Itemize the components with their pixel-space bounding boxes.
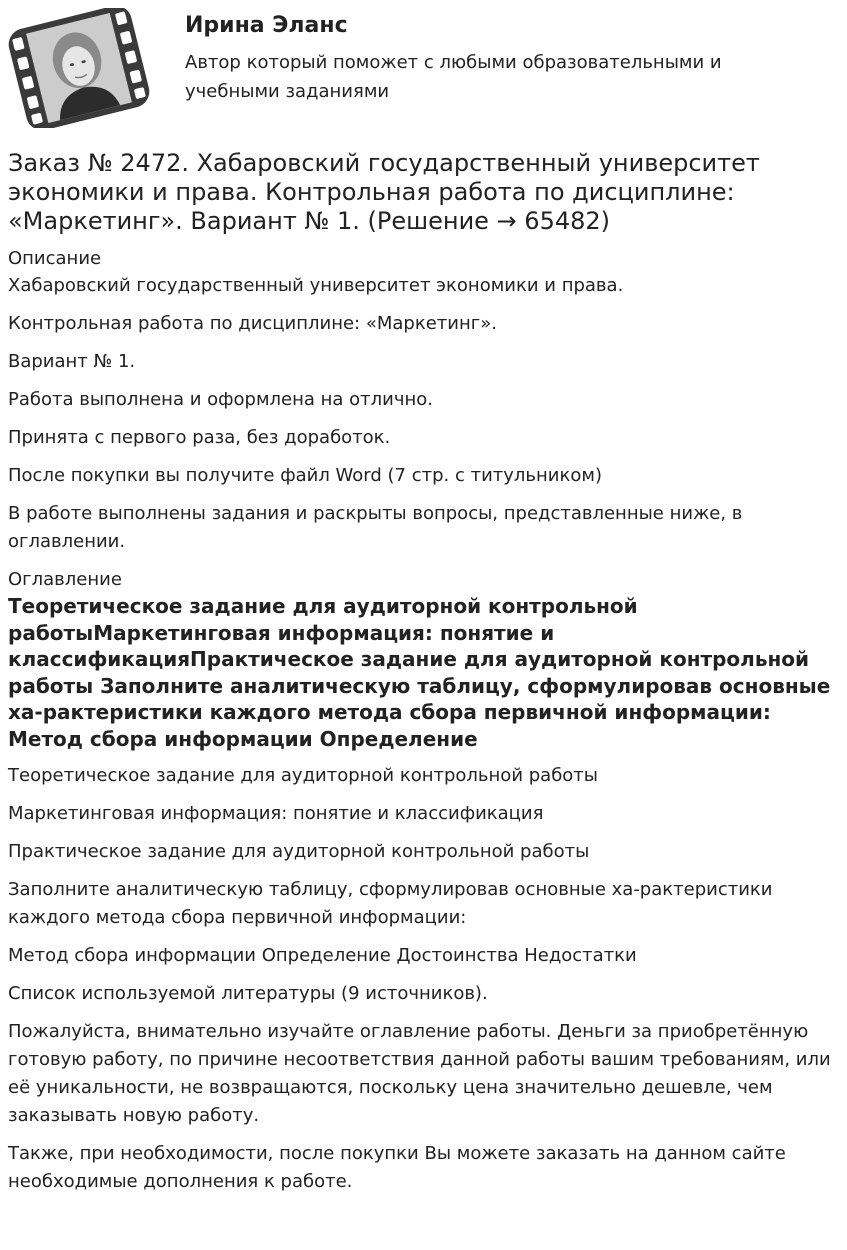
- description-paragraph: После покупки вы получите файл Word (7 стр. с титульником): [8, 465, 602, 486]
- author-description: Автор который поможет с любыми образовательными и учебными заданиями: [185, 52, 722, 102]
- toc-paragraph: Практическое задание для аудиторной контрольной работы: [8, 841, 590, 862]
- description-paragraph: Вариант № 1.: [8, 351, 136, 372]
- disclaimer-paragraph: Пожалуйста, внимательно изучайте оглавление работы. Деньги за приобретённую готовую работу, по причине несоответствия данной работы вашим требованиям, или её уникальности, не возвращаются, поскольку цена значительно дешевле, чем заказывать новую работу.: [8, 1021, 831, 1126]
- description-label: Описание: [8, 248, 102, 269]
- toc-paragraph: Теоретическое задание для аудиторной контрольной работы: [8, 765, 599, 786]
- content: [8, 245, 839, 1206]
- toc-paragraph: Метод сбора информации Определение Достоинства Недостатки: [8, 945, 637, 966]
- description-paragraph: Принята с первого раза, без доработок.: [8, 427, 391, 448]
- description-paragraph: Хабаровский государственный университет экономики и права.: [8, 275, 624, 296]
- page-title: Заказ № 2472. Хабаровский государственный университет экономики и права. Контрольная работа по дисциплине: «Маркетинг». Вариант № 1. (Решение → 65482): [8, 149, 760, 235]
- author-card: [8, 0, 839, 140]
- toc-paragraph: Заполните аналитическую таблицу, сформулировав основные ха-рактеристики каждого метода сбора первичной информации:: [8, 879, 773, 928]
- page: [8, 0, 839, 1192]
- toc-paragraph: Список используемой литературы (9 источников).: [8, 983, 488, 1004]
- author-avatar: [8, 8, 150, 128]
- toc-label: Оглавление: [8, 569, 122, 590]
- toc-paragraph: Маркетинговая информация: понятие и классификация: [8, 803, 544, 824]
- disclaimer-paragraph: Также, при необходимости, после покупки Вы можете заказать на данном сайте необходимые дополнения к работе.: [8, 1143, 786, 1192]
- description-paragraph: Контрольная работа по дисциплине: «Маркетинг».: [8, 313, 497, 334]
- description-paragraph: Работа выполнена и оформлена на отлично.: [8, 389, 434, 410]
- description-paragraph: В работе выполнены задания и раскрыты вопросы, представленные ниже, в оглавлении.: [8, 503, 743, 552]
- author-name: Ирина Эланс: [185, 13, 348, 38]
- toc-summary: Теоретическое задание для аудиторной контрольной работыМаркетинговая информация: понятие и классификацияПрактическое задание для аудиторной контрольной работы Заполните аналитическую таблицу, сформулировав основные ха-рактеристики каждого метода сбора первичной информации: Метод сбора информации Определение: [8, 594, 831, 751]
